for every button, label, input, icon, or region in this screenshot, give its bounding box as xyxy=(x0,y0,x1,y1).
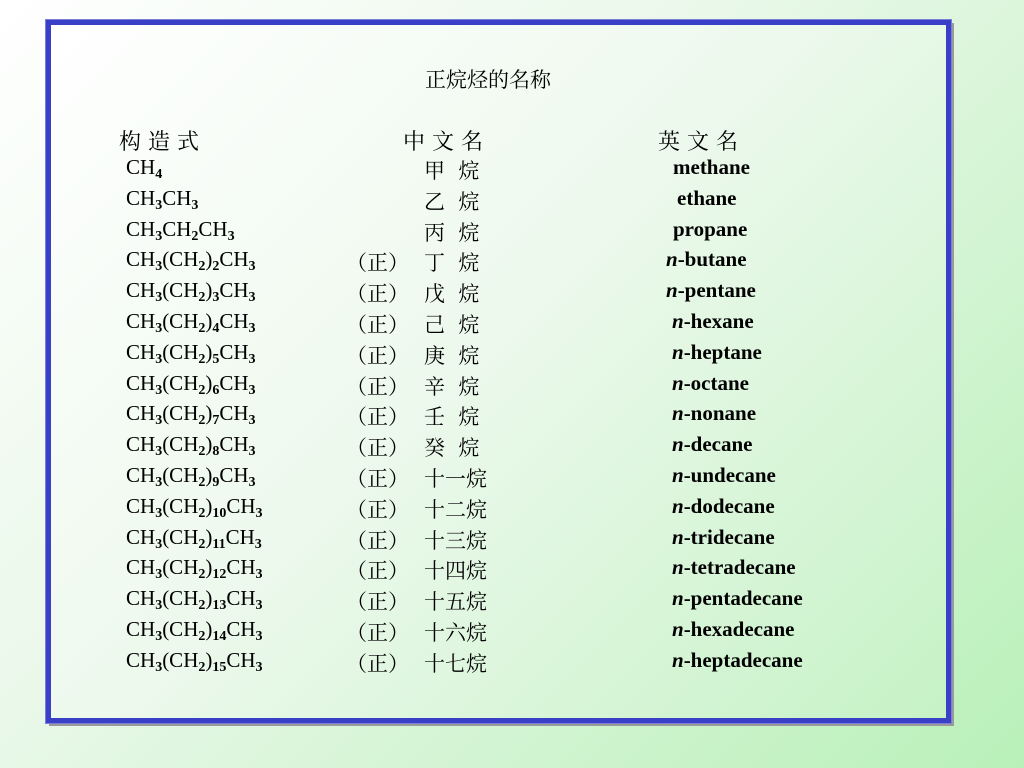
structural-formula xyxy=(126,494,263,519)
english-name-text: -decane xyxy=(683,432,753,457)
formula-text: CH xyxy=(126,586,156,611)
formula-text: ) xyxy=(205,586,213,611)
formula-text: (CH xyxy=(162,401,199,426)
formula-subscript: 2 xyxy=(198,629,206,644)
english-name-text: -heptadecane xyxy=(683,647,803,672)
table-row xyxy=(0,155,1024,185)
formula-subscript: 3 xyxy=(255,567,263,583)
n-prefix: n xyxy=(672,647,684,672)
formula-text: (CH xyxy=(162,555,199,580)
formula-subscript: 7 xyxy=(212,413,220,429)
formula-subscript: 8 xyxy=(212,444,220,460)
structural-formula xyxy=(126,648,263,673)
normal-prefix: （正） xyxy=(346,497,409,522)
normal-prefix: （正） xyxy=(346,313,409,337)
formula-text: ) xyxy=(205,647,213,672)
formula-subscript: 5 xyxy=(212,351,220,367)
english-name xyxy=(672,340,762,365)
normal-prefix: （正） xyxy=(346,467,409,491)
chinese-name: 丁 烷 xyxy=(424,251,480,276)
formula-text: CH xyxy=(219,432,249,457)
formula-subscript: 2 xyxy=(198,567,206,583)
formula-text: ) xyxy=(205,463,213,487)
chinese-name: 十六烷 xyxy=(424,621,487,645)
chinese-name: 戊 烷 xyxy=(424,282,480,307)
formula-subscript: 3 xyxy=(248,444,256,460)
formula-text: CH xyxy=(198,216,228,241)
english-name xyxy=(672,309,754,334)
formula-text: CH xyxy=(126,309,156,333)
formula-subscript: 2 xyxy=(198,598,206,614)
formula-subscript: 2 xyxy=(198,290,206,306)
english-name xyxy=(666,247,747,272)
formula-text: (CH xyxy=(162,586,199,611)
formula-subscript: 3 xyxy=(255,505,263,521)
formula-text: CH xyxy=(126,463,156,487)
formula-subscript: 14 xyxy=(212,629,227,644)
english-name xyxy=(672,586,803,611)
formula-text: CH xyxy=(126,247,156,272)
formula-subscript: 4 xyxy=(155,167,163,182)
formula-subscript: 3 xyxy=(155,567,163,583)
formula-subscript: 3 xyxy=(155,321,163,336)
formula-text: CH xyxy=(126,555,156,580)
english-name-text: -octane xyxy=(683,370,749,395)
english-name-text: -hexane xyxy=(683,309,754,333)
structural-formula xyxy=(126,340,256,365)
chinese-name: 丙 烷 xyxy=(424,220,480,245)
formula-text: CH xyxy=(219,463,249,487)
formula-subscript: 3 xyxy=(248,413,256,429)
normal-prefix: （正） xyxy=(346,251,409,276)
formula-text: (CH xyxy=(162,617,199,641)
formula-subscript: 13 xyxy=(212,598,227,614)
formula-text: (CH xyxy=(162,278,199,303)
formula-text: CH xyxy=(126,185,156,210)
formula-text: ) xyxy=(205,524,213,549)
formula-subscript: 3 xyxy=(248,290,256,306)
formula-subscript: 15 xyxy=(212,659,227,675)
english-name-text: propane xyxy=(673,216,748,241)
formula-text: (CH xyxy=(162,493,199,518)
formula-subscript: 3 xyxy=(191,197,199,213)
table-row xyxy=(0,555,1024,585)
n-prefix: n xyxy=(672,617,684,641)
structural-formula xyxy=(126,186,198,211)
english-name-text: -pentadecane xyxy=(683,586,803,611)
n-prefix: n xyxy=(672,555,684,580)
structural-formula xyxy=(126,155,162,180)
formula-text: CH xyxy=(126,401,156,426)
formula-subscript: 6 xyxy=(212,382,220,398)
english-name xyxy=(677,186,737,211)
normal-prefix: （正） xyxy=(346,528,409,553)
structural-formula xyxy=(126,371,256,396)
formula-text: ) xyxy=(205,493,213,518)
english-name-text: -nonane xyxy=(683,401,757,426)
formula-subscript: 3 xyxy=(248,382,256,398)
chinese-name: 十七烷 xyxy=(424,651,487,676)
formula-subscript: 3 xyxy=(155,259,163,275)
formula-subscript: 3 xyxy=(155,413,163,429)
chinese-name: 十一烷 xyxy=(424,467,487,491)
english-name-text: ethane xyxy=(677,185,737,210)
formula-subscript: 3 xyxy=(155,505,163,521)
n-prefix: n xyxy=(672,432,684,457)
table-row xyxy=(0,463,1024,493)
formula-subscript: 2 xyxy=(198,351,206,367)
english-name-text: -dodecane xyxy=(683,493,775,518)
n-prefix: n xyxy=(666,247,678,272)
english-name xyxy=(672,432,753,457)
structural-formula xyxy=(126,401,256,429)
formula-text: CH xyxy=(219,309,249,333)
formula-subscript: 2 xyxy=(198,659,206,675)
formula-subscript: 2 xyxy=(198,475,206,490)
formula-text: CH xyxy=(226,586,256,611)
formula-subscript: 2 xyxy=(198,259,206,275)
english-name-text: -hexadecane xyxy=(683,617,795,641)
n-prefix: n xyxy=(672,370,684,395)
formula-subscript: 3 xyxy=(248,259,256,275)
n-prefix: n xyxy=(672,524,684,549)
table-row xyxy=(0,186,1024,216)
formula-text: ) xyxy=(205,370,213,395)
table-row xyxy=(0,586,1024,616)
formula-subscript: 10 xyxy=(212,505,227,521)
formula-text: CH xyxy=(226,493,256,518)
table-row xyxy=(0,432,1024,462)
table-row xyxy=(0,247,1024,277)
english-name-text: methane xyxy=(673,155,750,179)
formula-subscript: 3 xyxy=(155,351,163,367)
formula-text: CH xyxy=(126,155,156,179)
header-english-name: 英 文 名 xyxy=(658,130,738,155)
english-name xyxy=(672,525,775,550)
normal-prefix: （正） xyxy=(346,405,409,430)
table-row xyxy=(0,617,1024,647)
formula-subscript: 2 xyxy=(198,444,206,460)
english-name xyxy=(672,617,795,642)
formula-text: CH xyxy=(162,216,192,241)
formula-subscript: 3 xyxy=(155,444,163,460)
formula-text: CH xyxy=(126,278,156,303)
english-name-text: -tridecane xyxy=(683,524,775,549)
chinese-name: 辛 烷 xyxy=(424,374,480,399)
formula-subscript: 2 xyxy=(212,259,220,275)
formula-text: (CH xyxy=(162,463,199,487)
table-row xyxy=(0,340,1024,370)
formula-text: (CH xyxy=(162,370,199,395)
normal-prefix: （正） xyxy=(346,374,409,399)
structural-formula xyxy=(126,525,262,550)
formula-subscript: 2 xyxy=(198,536,206,552)
formula-text: CH xyxy=(126,524,156,549)
formula-text: CH xyxy=(126,647,156,672)
formula-text: CH xyxy=(219,339,249,364)
normal-prefix: （正） xyxy=(346,621,409,645)
normal-prefix: （正） xyxy=(346,559,409,584)
chinese-name: 十三烷 xyxy=(424,528,487,553)
english-name xyxy=(672,371,749,396)
structural-formula xyxy=(126,247,256,275)
chinese-name: 癸 烷 xyxy=(424,436,480,461)
formula-subscript: 3 xyxy=(155,659,163,675)
formula-text: CH xyxy=(126,493,156,518)
n-prefix: n xyxy=(672,586,684,611)
formula-text: CH xyxy=(226,647,256,672)
english-name xyxy=(672,555,796,580)
english-name xyxy=(673,217,747,242)
formula-text: CH xyxy=(126,617,156,641)
english-name-text: -butane xyxy=(677,247,747,272)
structural-formula xyxy=(126,617,263,642)
english-name xyxy=(672,648,803,673)
english-name xyxy=(666,278,756,303)
english-name xyxy=(673,155,750,180)
table-row xyxy=(0,278,1024,308)
formula-text: (CH xyxy=(162,432,199,457)
formula-subscript: 2 xyxy=(191,228,199,244)
formula-subscript: 3 xyxy=(155,598,163,614)
formula-subscript: 2 xyxy=(198,505,206,521)
formula-subscript: 12 xyxy=(212,567,227,583)
n-prefix: n xyxy=(666,278,678,303)
english-name-text: -undecane xyxy=(683,463,776,487)
formula-subscript: 3 xyxy=(155,290,163,306)
normal-prefix: （正） xyxy=(346,436,409,461)
formula-subscript: 4 xyxy=(212,321,220,336)
english-name xyxy=(672,463,776,488)
normal-prefix: （正） xyxy=(346,590,409,615)
formula-text: CH xyxy=(219,247,249,272)
formula-text: ) xyxy=(205,247,213,272)
formula-subscript: 3 xyxy=(255,659,263,675)
formula-subscript: 3 xyxy=(155,629,163,644)
chinese-name: 甲 烷 xyxy=(424,159,480,183)
structural-formula xyxy=(126,555,263,583)
formula-text: CH xyxy=(162,185,192,210)
normal-prefix: （正） xyxy=(346,651,409,676)
header-formula: 构 造 式 xyxy=(119,130,199,155)
formula-text: ) xyxy=(205,432,213,457)
chinese-name: 己 烷 xyxy=(424,313,480,337)
formula-subscript: 3 xyxy=(155,475,163,490)
formula-text: ) xyxy=(205,555,213,580)
formula-subscript: 2 xyxy=(198,321,206,336)
table-row xyxy=(0,371,1024,401)
formula-text: ) xyxy=(205,309,213,333)
formula-text: (CH xyxy=(162,524,199,549)
table-row xyxy=(0,217,1024,247)
english-name-text: -pentane xyxy=(677,278,756,303)
table-row xyxy=(0,494,1024,524)
english-name xyxy=(672,494,775,519)
normal-prefix: （正） xyxy=(346,343,409,368)
formula-text: CH xyxy=(126,432,156,457)
formula-subscript: 3 xyxy=(255,598,263,614)
chinese-name: 乙 烷 xyxy=(424,189,480,214)
formula-text: CH xyxy=(126,216,156,241)
formula-subscript: 3 xyxy=(155,382,163,398)
structural-formula xyxy=(126,278,256,306)
formula-text: CH xyxy=(219,278,249,303)
english-name-text: -tetradecane xyxy=(683,555,796,580)
n-prefix: n xyxy=(672,463,684,487)
formula-text: CH xyxy=(126,370,156,395)
english-name-text: -heptane xyxy=(683,339,762,364)
formula-text: (CH xyxy=(162,309,199,333)
chinese-name: 十五烷 xyxy=(424,590,487,615)
formula-text: CH xyxy=(226,555,256,580)
formula-text: ) xyxy=(205,278,213,303)
table-row xyxy=(0,401,1024,431)
table-row xyxy=(0,648,1024,678)
formula-subscript: 3 xyxy=(248,475,256,490)
formula-text: CH xyxy=(126,339,156,364)
formula-subscript: 3 xyxy=(155,228,163,244)
structural-formula xyxy=(126,586,263,614)
formula-subscript: 2 xyxy=(198,413,206,429)
formula-subscript: 3 xyxy=(155,536,163,552)
formula-text: CH xyxy=(226,617,256,641)
formula-subscript: 3 xyxy=(155,197,163,213)
table-row xyxy=(0,525,1024,555)
formula-text: ) xyxy=(205,339,213,364)
header-chinese-name: 中 文 名 xyxy=(403,130,483,155)
n-prefix: n xyxy=(672,401,684,426)
formula-subscript: 3 xyxy=(254,536,262,552)
formula-subscript: 3 xyxy=(227,228,235,244)
normal-prefix: （正） xyxy=(346,282,409,307)
slide-title: 正烷烃的名称 xyxy=(425,68,551,92)
structural-formula xyxy=(126,217,235,242)
chinese-name: 庚 烷 xyxy=(424,343,480,368)
n-prefix: n xyxy=(672,493,684,518)
table-row xyxy=(0,309,1024,339)
english-name xyxy=(672,401,756,426)
structural-formula xyxy=(126,309,256,334)
n-prefix: n xyxy=(672,339,684,364)
formula-subscript: 3 xyxy=(255,629,263,644)
formula-text: (CH xyxy=(162,247,199,272)
formula-subscript: 3 xyxy=(248,321,256,336)
chinese-name: 十二烷 xyxy=(424,497,487,522)
chinese-name: 十四烷 xyxy=(424,559,487,584)
structural-formula xyxy=(126,432,256,460)
formula-text: (CH xyxy=(162,647,199,672)
formula-text: ) xyxy=(205,617,213,641)
formula-text: ) xyxy=(205,401,213,426)
n-prefix: n xyxy=(672,309,684,333)
formula-text: (CH xyxy=(162,339,199,364)
structural-formula xyxy=(126,463,256,488)
formula-text: CH xyxy=(219,401,249,426)
chinese-name: 壬 烷 xyxy=(424,405,480,430)
formula-text: CH xyxy=(219,370,249,395)
formula-subscript: 3 xyxy=(248,351,256,367)
formula-text: CH xyxy=(225,524,255,549)
formula-subscript: 2 xyxy=(198,382,206,398)
formula-subscript: 3 xyxy=(212,290,220,306)
formula-subscript: 11 xyxy=(212,536,226,552)
formula-subscript: 9 xyxy=(212,475,220,490)
